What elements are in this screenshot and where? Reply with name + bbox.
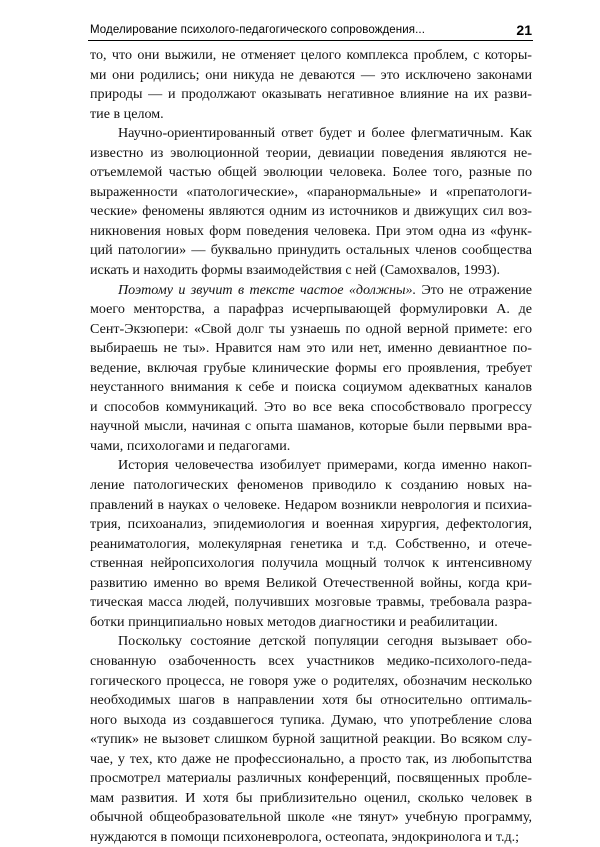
text-line: обычной общеобразовательной школе «не тянут» учебную программу, xyxy=(90,809,532,826)
text-line: чами, психологами и педагогами. xyxy=(90,437,291,454)
paragraph xyxy=(90,46,532,124)
header-rule xyxy=(88,40,533,41)
text-line: гогического процесса, не говоря уже о родителях, обозначим несколько xyxy=(90,672,532,689)
body-text xyxy=(90,46,532,847)
text-line: искать и находить формы взаимодействия с ней (Самохвалов, 1993). xyxy=(90,262,501,279)
text-line: реаниматология, молекулярная генетика и т.д. Собственно, и отече- xyxy=(90,535,532,552)
text-line: развитию именно во время Великой Отечественной войны, когда кри- xyxy=(90,574,532,591)
text-line: просмотрел материалы различных конференций, посвященных пробле- xyxy=(90,770,532,787)
text-line: тие в целом. xyxy=(90,105,164,122)
text-line: никновения новых форм поведения человека. При этом одна из «функ- xyxy=(90,222,532,239)
text-line: необходимых шагов в направлении хотя бы относительно оптималь- xyxy=(90,692,532,709)
text-line: правлений в науках о человеке. Недаром возникли неврология и психиа- xyxy=(90,496,532,513)
text-line: ственная нейропсихология получила мощный толчок к интенсивному xyxy=(90,555,532,572)
text-line: выраженности «патологические», «параноpмальные» и «препатологи- xyxy=(90,183,532,200)
text-line: снованную озабоченность всех участников медико-психолого-педа- xyxy=(90,652,532,669)
text-line: и способов коммуникаций. Это во все века способствовало прогрессу xyxy=(90,398,532,415)
paragraph xyxy=(90,632,532,847)
text-line: тическая масса людей, получивших мозговые травмы, требовала разра- xyxy=(90,594,532,611)
text-line: известно из эволюционной теории, девиации поведения являются не- xyxy=(90,144,532,161)
italic-phrase: Поэтому и звучит в тексте частое «должны». xyxy=(118,281,417,298)
page-header xyxy=(90,20,532,40)
running-head: Моделирование психолого-педагогического сопровождения... xyxy=(90,24,425,36)
text-line: Научно-ориентированный ответ будет и более флегматичным. Как xyxy=(118,125,532,142)
text-line: История человечества изобилует примерами, когда именно накоп- xyxy=(118,457,532,474)
text-line: неустанного внимания к себе и поиска социумом адекватных каналов xyxy=(90,379,532,396)
line-text: Это не отражение xyxy=(416,281,532,298)
paragraph xyxy=(90,456,532,632)
text-line: чае, у тех, кто даже не профессионально, а просто так, из любопытства xyxy=(90,750,532,767)
text-line: выбираешь не ты». Нравится нам это или нет, именно девиантное по- xyxy=(90,340,532,357)
text-line: то, что они выжили, не отменяет целого комплекса проблем, с которы- xyxy=(90,47,532,63)
text-line: ботки принципиально новых методов диагностики и реабилитации. xyxy=(90,613,498,630)
text-line: ведение, включая грубые клинические формы его проявления, требует xyxy=(90,359,532,376)
text-line: ного выхода из создавшегося тупика. Думаю, что употребление слова xyxy=(90,711,532,728)
text-line: природы — и продолжают оказывать негативное влияние на их разви- xyxy=(90,86,532,103)
page-number: 21 xyxy=(516,22,532,38)
paragraph xyxy=(90,281,532,457)
text-line: ление патологических феноменов приводило к созданию новых на- xyxy=(90,477,532,494)
text-line: Поскольку состояние детской популяции сегодня вызывает обо- xyxy=(118,633,532,650)
text-line: научной мысли, начиная с опыта шаманов, которые были первыми вра- xyxy=(90,418,532,435)
text-line: нуждаются в помощи психоневролога, остеопата, эндокринолога и т.д.; xyxy=(90,828,520,845)
text-line: «тупик» не вызовет слишком бурной защитной реакции. Во всяком слу- xyxy=(90,731,532,748)
text-line: моего менторства, а парафраз исчерпывающей формулировки А. де xyxy=(90,301,532,318)
text-line: ческие» феномены являются одним из источников и движущих сил воз- xyxy=(90,203,532,220)
text-line: ций патологии» — буквально принудить остальных членов сообщества xyxy=(90,242,532,259)
text-line: отъемлемой частью общей эволюции человека. Более того, разные по xyxy=(90,164,532,181)
text-line: Сент-Экзюпери: «Свой долг ты узнаешь по одной верной примете: его xyxy=(90,320,532,337)
text-line xyxy=(90,281,532,301)
paragraph xyxy=(90,124,532,280)
text-line: мам развития. И хотя бы приблизительно оценил, сколько человек в xyxy=(90,789,532,806)
text-line: трия, психоанализ, эпидемиология и военная хирургия, дефектология, xyxy=(90,516,532,533)
text-line: ми они родились; они никуда не деваются — это исключено законами xyxy=(90,66,532,83)
